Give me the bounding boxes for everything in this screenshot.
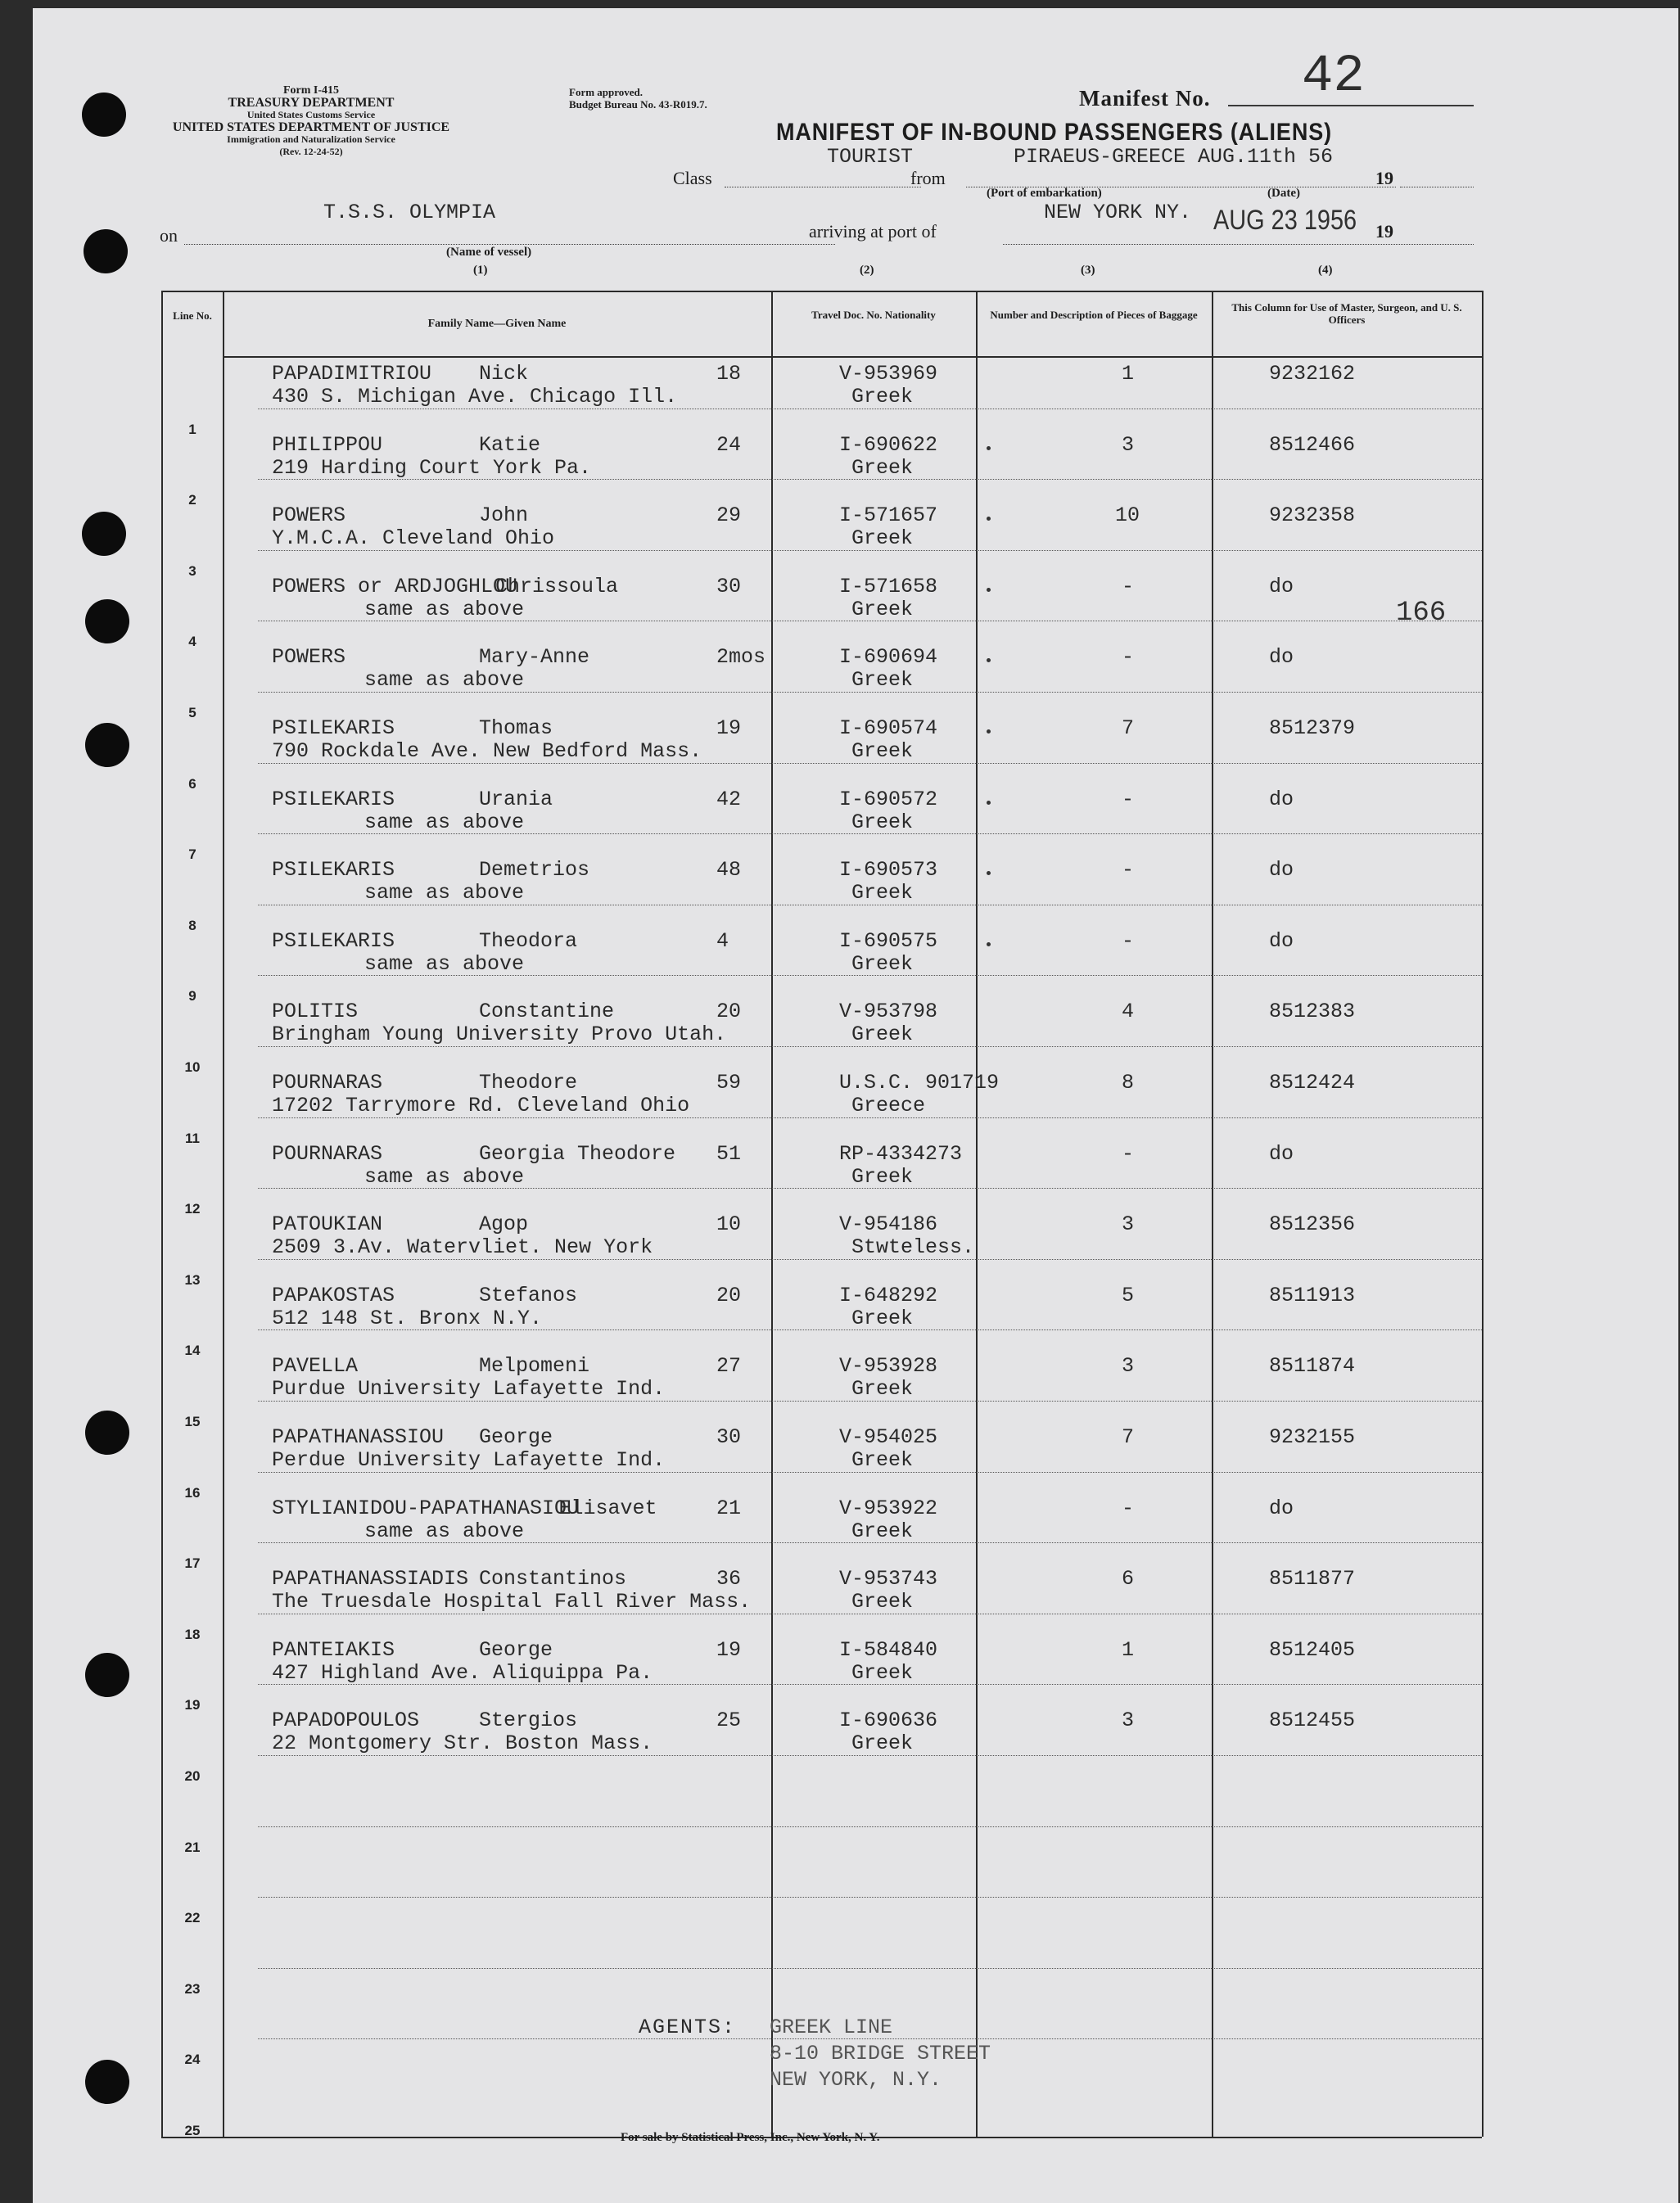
header-officers: This Column for Use of Master, Surgeon, and U. S. Officers (1231, 301, 1462, 326)
travel-doc-no: RP-4334273 (839, 1141, 963, 1166)
nationality: Greek (851, 881, 914, 905)
baggage-count: 4 (1122, 1000, 1135, 1024)
line-number: 4 (188, 634, 196, 650)
nationality: Greek (851, 597, 914, 621)
agents-line-1: GREEK LINE (770, 2016, 893, 2039)
passenger-given-name: George (479, 1425, 553, 1449)
passenger-age: 21 (716, 1496, 742, 1520)
passenger-family-name: PSILEKARIS (272, 787, 395, 811)
from-value: PIRAEUS-GREECE AUG.11th 56 (1014, 145, 1334, 169)
budget-bureau: Budget Bureau No. 43-R019.7. (569, 98, 707, 111)
passenger-family-name: POWERS (272, 645, 346, 670)
col-divider-doc (976, 291, 978, 2137)
passenger-age: 25 (716, 1709, 742, 1733)
officer-number: do (1269, 928, 1294, 953)
form-header-left (156, 84, 467, 158)
tick-mark (987, 871, 991, 875)
tick-mark (987, 588, 991, 592)
manifest-no-underline (1228, 105, 1474, 106)
officer-number: 8512383 (1269, 1000, 1356, 1024)
passenger-given-name: Constantine (479, 1000, 615, 1024)
baggage-count: 1 (1122, 362, 1135, 386)
passenger-address: 22 Montgomery Str. Boston Mass. (272, 1731, 653, 1756)
table-border-left (161, 291, 163, 2137)
passenger-given-name: Katie (479, 432, 541, 457)
table-border-right (1482, 291, 1484, 2137)
binder-hole (84, 229, 128, 273)
baggage-count: 7 (1122, 1425, 1135, 1449)
vessel-underline (184, 244, 835, 245)
tick-mark (987, 658, 991, 662)
nationality: Greek (851, 1448, 914, 1472)
baggage-count: 3 (1122, 1709, 1135, 1733)
passenger-given-name: Melpomeni (479, 1354, 590, 1379)
nationality: Greek (851, 1660, 914, 1685)
passenger-age: 24 (716, 432, 742, 457)
passenger-family-name: POWERS (272, 503, 346, 528)
col-caption-3: (3) (1081, 264, 1095, 277)
line-number: 10 (184, 1059, 201, 1075)
manifest-title: MANIFEST OF IN-BOUND PASSENGERS (ALIENS) (776, 119, 1333, 146)
footer-printer: For sale by Statistical Press, Inc., New York, N. Y. (621, 2131, 880, 2144)
passenger-address: same as above (364, 668, 525, 693)
table-border-top (161, 291, 1482, 292)
travel-doc-no: U.S.C. 901719 (839, 1071, 1000, 1095)
nationality: Greek (851, 951, 914, 976)
passenger-given-name: Thomas (479, 716, 553, 740)
vessel-caption: (Name of vessel) (446, 246, 532, 259)
customs-service: United States Customs Service (246, 109, 376, 120)
arrival-underline (1003, 244, 1474, 245)
passenger-address: same as above (364, 881, 525, 905)
header-line-no: Line No. (173, 309, 212, 322)
passenger-address: 2509 3.Av. Watervliet. New York (272, 1235, 653, 1260)
passenger-address: Bringham Young University Provo Utah. (272, 1022, 727, 1047)
form-approved: Form approved. (569, 86, 644, 98)
binder-hole (85, 2060, 129, 2104)
passenger-age: 36 (716, 1567, 742, 1591)
officer-number: do (1269, 645, 1294, 670)
class-label: Class (673, 168, 712, 188)
passenger-family-name: PAVELLA (272, 1354, 359, 1379)
officer-number: 8511877 (1269, 1567, 1356, 1591)
baggage-count: - (1122, 858, 1135, 883)
baggage-count: - (1122, 574, 1135, 598)
officer-number: 8512424 (1269, 1071, 1356, 1095)
passenger-given-name: Demetrios (479, 858, 590, 883)
line-number: 3 (188, 562, 196, 579)
line-number: 12 (184, 1201, 201, 1217)
passenger-address: 790 Rockdale Ave. New Bedford Mass. (272, 739, 702, 763)
header-bottom-rule (223, 356, 1482, 358)
officer-number: 9232162 (1269, 362, 1356, 386)
line-number: 16 (184, 1484, 201, 1501)
binder-hole (85, 1411, 129, 1455)
manifest-sheet (33, 8, 1678, 2203)
agents-label: AGENTS: (639, 2016, 737, 2039)
travel-doc-no: I-690636 (839, 1709, 938, 1733)
baggage-count: - (1122, 928, 1135, 953)
tick-mark (987, 729, 991, 734)
line-number: 5 (188, 705, 196, 720)
binder-hole (82, 93, 126, 137)
passenger-age: 51 (716, 1141, 742, 1166)
nationality: Greek (851, 526, 914, 551)
officer-number: 8511913 (1269, 1283, 1356, 1307)
revision: (Rev. 12-24-52) (279, 146, 343, 157)
line-number: 22 (184, 1910, 201, 1926)
passenger-given-name: Mary-Anne (479, 645, 590, 670)
baggage-count: 7 (1122, 716, 1135, 740)
margin-note: 166 (1396, 598, 1447, 629)
officer-number: do (1269, 858, 1294, 883)
passenger-given-name: Georgia Theodore (479, 1141, 676, 1166)
passenger-given-name: John (479, 503, 529, 528)
header-name: Family Name—Given Name (427, 318, 567, 330)
passenger-given-name: Agop (479, 1212, 529, 1237)
passenger-age: 27 (716, 1354, 742, 1379)
line-number: 2 (188, 492, 196, 508)
col-divider-line (223, 291, 224, 2137)
col-caption-2: (2) (860, 264, 874, 277)
passenger-address: Perdue University Lafayette Ind. (272, 1448, 666, 1472)
nationality: Stwteless. (851, 1235, 975, 1260)
col-caption-1: (1) (473, 264, 488, 277)
passenger-address: 430 S. Michigan Ave. Chicago Ill. (272, 385, 678, 409)
passenger-address: The Truesdale Hospital Fall River Mass. (272, 1590, 752, 1614)
header-baggage: Number and Description of Pieces of Baggage (990, 309, 1198, 321)
passenger-age: 59 (716, 1071, 742, 1095)
line-number: 7 (188, 846, 196, 863)
binder-hole (85, 1653, 129, 1697)
passenger-address: same as above (364, 1164, 525, 1189)
nationality: Greek (851, 1590, 914, 1614)
passenger-given-name: Stefanos (479, 1283, 578, 1307)
agents-line-3: NEW YORK, N.Y. (770, 2068, 942, 2092)
officer-number: 9232358 (1269, 503, 1356, 528)
officer-number: do (1269, 574, 1294, 598)
travel-doc-no: V-953798 (839, 1000, 938, 1024)
officer-number: do (1269, 1496, 1294, 1520)
line-number: 23 (184, 1980, 201, 1997)
row-rule (258, 1897, 1482, 1898)
line-number: 14 (184, 1343, 201, 1359)
date-caption: (Date) (1267, 187, 1300, 200)
officer-number: do (1269, 1141, 1294, 1166)
line-number: 11 (185, 1130, 200, 1146)
passenger-address: same as above (364, 597, 525, 621)
passenger-family-name: PANTEIAKIS (272, 1637, 395, 1662)
header-travel-doc: Travel Doc. No. Nationality (811, 309, 936, 321)
passenger-age: 48 (716, 858, 742, 883)
port-embark-caption: (Port of embarkation) (987, 187, 1102, 200)
travel-doc-no: I-571657 (839, 503, 938, 528)
officer-number: do (1269, 787, 1294, 811)
tick-mark (987, 801, 991, 805)
baggage-count: 3 (1122, 1354, 1135, 1379)
passenger-age: 42 (716, 787, 742, 811)
line-number: 18 (184, 1626, 201, 1642)
passenger-address: Purdue University Lafayette Ind. (272, 1377, 666, 1402)
row-rule (258, 1826, 1482, 1827)
travel-doc-no: V-953743 (839, 1567, 938, 1591)
line-number: 1 (188, 421, 196, 437)
nationality: Greek (851, 1306, 914, 1330)
baggage-count: 3 (1122, 1212, 1135, 1237)
officer-number: 8512405 (1269, 1637, 1356, 1662)
travel-doc-no: I-690622 (839, 432, 938, 457)
passenger-address: Y.M.C.A. Cleveland Ohio (272, 526, 555, 551)
baggage-count: 10 (1115, 503, 1140, 528)
passenger-age: 2mos (716, 645, 766, 670)
passenger-given-name: Theodore (479, 1071, 578, 1095)
passenger-given-name: Elisavet (558, 1496, 657, 1520)
arrival-port: NEW YORK NY. (1044, 201, 1192, 224)
passenger-address: same as above (364, 1519, 525, 1543)
arrival-date-stamp: AUG 23 1956 (1213, 205, 1357, 236)
binder-hole (85, 723, 129, 767)
passenger-age: 20 (716, 1283, 742, 1307)
form-approval (569, 86, 707, 111)
binder-hole (82, 512, 126, 556)
passenger-given-name: George (479, 1637, 553, 1662)
passenger-address: same as above (364, 810, 525, 834)
passenger-family-name: PSILEKARIS (272, 858, 395, 883)
passenger-family-name: PAPADOPOULOS (272, 1709, 420, 1733)
travel-doc-no: I-690575 (839, 928, 938, 953)
baggage-count: 1 (1122, 1637, 1135, 1662)
baggage-count: 8 (1122, 1071, 1135, 1095)
manifest-no-label: Manifest No. (1079, 86, 1211, 111)
line-number: 9 (188, 988, 196, 1004)
tick-mark (987, 942, 991, 946)
ins: Immigration and Naturalization Service (227, 133, 395, 145)
passenger-age: 4 (716, 928, 729, 953)
passenger-family-name: PAPATHANASSIOU (272, 1425, 445, 1449)
passenger-age: 20 (716, 1000, 742, 1024)
travel-doc-no: I-571658 (839, 574, 938, 598)
passenger-age: 19 (716, 716, 742, 740)
passenger-family-name: PAPATHANASSIADIS (272, 1567, 469, 1591)
col-divider-name (771, 291, 773, 2137)
baggage-count: - (1122, 1141, 1135, 1166)
passenger-family-name: PSILEKARIS (272, 716, 395, 740)
line-number: 25 (184, 2123, 201, 2138)
line-number: 17 (184, 1555, 201, 1572)
tick-mark (987, 517, 991, 521)
passenger-family-name: PSILEKARIS (272, 928, 395, 953)
year-prefix: 19 (1375, 168, 1393, 188)
passenger-age: 18 (716, 362, 742, 386)
travel-doc-no: I-648292 (839, 1283, 938, 1307)
passenger-family-name: POLITIS (272, 1000, 359, 1024)
tick-mark (987, 446, 991, 450)
passenger-family-name: PAPAKOSTAS (272, 1283, 395, 1307)
passenger-family-name: POURNARAS (272, 1141, 383, 1166)
officer-number: 8512379 (1269, 716, 1356, 740)
passenger-address: same as above (364, 951, 525, 976)
passenger-family-name: PHILIPPOU (272, 432, 383, 457)
nationality: Greek (851, 1377, 914, 1402)
officer-number: 8512356 (1269, 1212, 1356, 1237)
nationality: Greek (851, 385, 914, 409)
officer-number: 8512466 (1269, 432, 1356, 457)
line-number: 15 (184, 1414, 201, 1429)
passenger-age: 10 (716, 1212, 742, 1237)
passenger-address: 17202 Tarrymore Rd. Cleveland Ohio (272, 1094, 690, 1117)
officer-number: 9232155 (1269, 1425, 1356, 1449)
passenger-family-name: POWERS or ARDJOGHLOU (272, 574, 518, 598)
passenger-age: 30 (716, 574, 742, 598)
passenger-address: 427 Highland Ave. Aliquippa Pa. (272, 1660, 653, 1685)
travel-doc-no: I-690573 (839, 858, 938, 883)
nationality: Greek (851, 668, 914, 693)
line-number: 6 (188, 775, 196, 792)
nationality: Greek (851, 810, 914, 834)
baggage-count: - (1122, 645, 1135, 670)
manifest-no-value: 42 (1302, 47, 1365, 106)
passenger-address: 219 Harding Court York Pa. (272, 455, 592, 480)
passenger-given-name: Stergios (479, 1709, 578, 1733)
agents-line-2: 8-10 BRIDGE STREET (770, 2042, 991, 2065)
line-number: 19 (184, 1697, 201, 1713)
class-value: TOURIST (827, 145, 914, 169)
travel-doc-no: I-690572 (839, 787, 938, 811)
travel-doc-no: V-953928 (839, 1354, 938, 1379)
baggage-count: - (1122, 787, 1135, 811)
vessel-name: T.S.S. OLYMPIA (323, 201, 496, 224)
travel-doc-no: V-954025 (839, 1425, 938, 1449)
line-number: 20 (184, 1768, 201, 1784)
passenger-given-name: Urania (479, 787, 553, 811)
travel-doc-no: I-584840 (839, 1637, 938, 1662)
baggage-count: 6 (1122, 1567, 1135, 1591)
nationality: Greek (851, 1519, 914, 1543)
from-label: from (910, 168, 946, 188)
line-number: 13 (184, 1271, 201, 1288)
travel-doc-no: V-954186 (839, 1212, 938, 1237)
justice-dept: UNITED STATES DEPARTMENT OF JUSTICE (172, 120, 450, 134)
officer-number: 8512455 (1269, 1709, 1356, 1733)
baggage-count: 5 (1122, 1283, 1135, 1307)
arriving-label: arriving at port of (809, 221, 937, 242)
passenger-age: 19 (716, 1637, 742, 1662)
passenger-given-name: Nick (479, 362, 529, 386)
passenger-family-name: PAPADIMITRIOU (272, 362, 432, 386)
binder-hole (85, 599, 129, 643)
passenger-family-name: STYLIANIDOU-PAPATHANASIOU (272, 1496, 580, 1520)
travel-doc-no: V-953969 (839, 362, 938, 386)
travel-doc-no: I-690574 (839, 716, 938, 740)
passenger-family-name: POURNARAS (272, 1071, 383, 1095)
passenger-age: 30 (716, 1425, 742, 1449)
col-divider-bag (1212, 291, 1213, 2137)
nationality: Greece (851, 1094, 926, 1117)
nationality: Greek (851, 1022, 914, 1047)
line-number: 24 (184, 2052, 201, 2068)
passenger-age: 29 (716, 503, 742, 528)
treasury-dept: TREASURY DEPARTMENT (228, 96, 395, 110)
passenger-family-name: PATOUKIAN (272, 1212, 383, 1237)
arrival-year-prefix: 19 (1375, 221, 1393, 242)
row-rule (258, 1968, 1482, 1969)
passenger-given-name: Chrissoula (495, 574, 619, 598)
travel-doc-no: I-690694 (839, 645, 938, 670)
form-number: Form I-415 (282, 84, 340, 97)
on-label: on (160, 225, 178, 246)
nationality: Greek (851, 455, 914, 480)
nationality: Greek (851, 1731, 914, 1756)
passenger-given-name: Theodora (479, 928, 578, 953)
travel-doc-no: V-953922 (839, 1496, 938, 1520)
nationality: Greek (851, 1164, 914, 1189)
passenger-given-name: Constantinos (479, 1567, 627, 1591)
baggage-count: - (1122, 1496, 1135, 1520)
line-number: 8 (188, 917, 196, 933)
nationality: Greek (851, 739, 914, 763)
col-caption-4: (4) (1318, 264, 1333, 277)
officer-number: 8511874 (1269, 1354, 1356, 1379)
passenger-address: 512 148 St. Bronx N.Y. (272, 1306, 543, 1330)
line-number: 21 (184, 1839, 201, 1855)
baggage-count: 3 (1122, 432, 1135, 457)
